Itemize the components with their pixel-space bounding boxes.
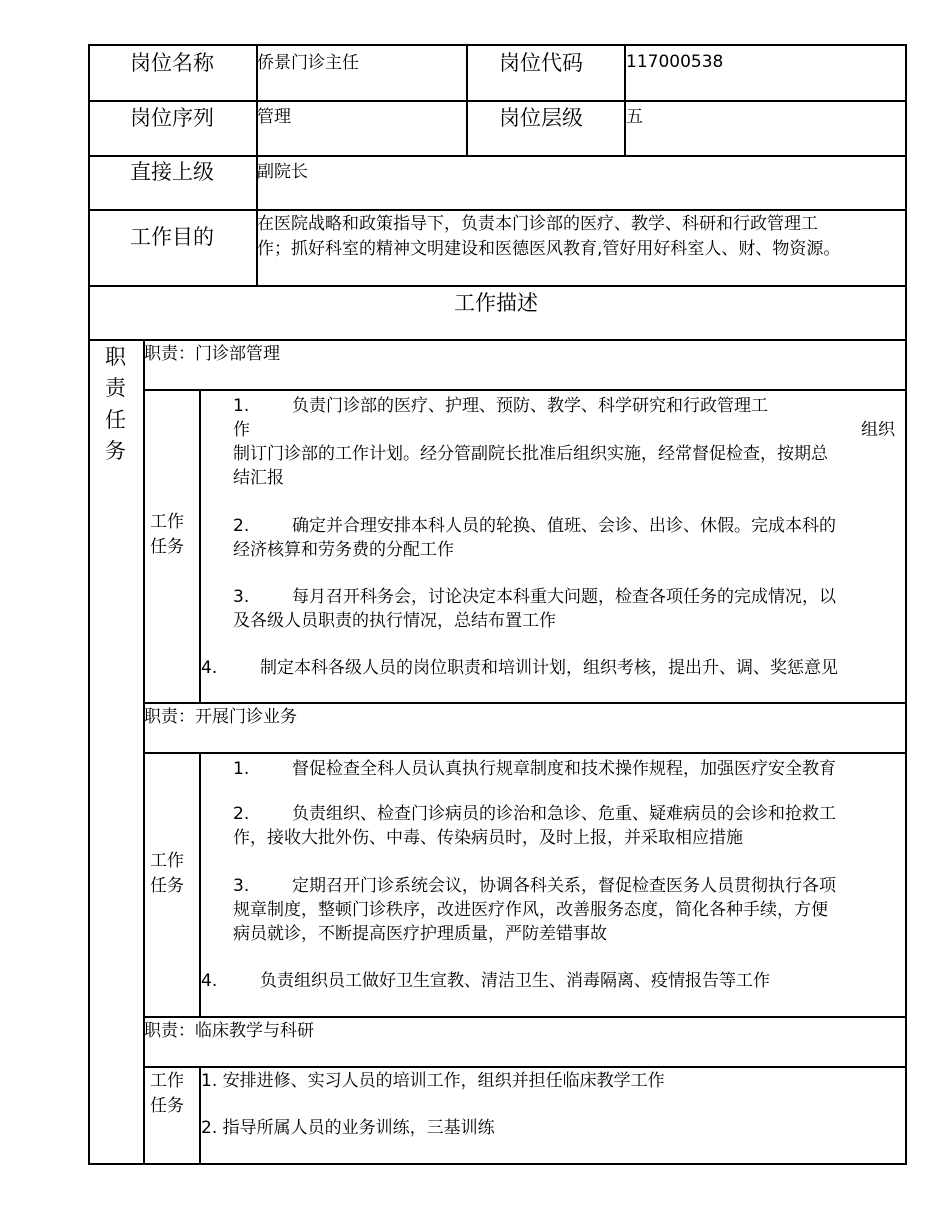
- duty-title: 职责：临床教学与科研: [144, 1021, 314, 1041]
- row-divider: [143, 1016, 907, 1018]
- position-name-label: 岗位名称: [130, 51, 214, 75]
- task-line: 作: [233, 420, 250, 440]
- task-label: 工作: [150, 512, 184, 532]
- task-item: [233, 802, 903, 850]
- task-number: 3.: [233, 876, 250, 896]
- task-line: 督促检查全科人员认真执行规章制度和技术操作规程，加强医疗安全教育: [292, 759, 836, 779]
- purpose-label: 工作目的: [130, 225, 214, 249]
- supervisor-value: 副院长: [257, 162, 308, 182]
- duty-column-char: 务: [105, 439, 126, 463]
- task-number: 4.: [201, 971, 218, 991]
- purpose-line-1: 在医院战略和政策指导下，负责本门诊部的医疗、教学、科研和行政管理工: [257, 214, 818, 234]
- row-divider: [88, 209, 907, 211]
- task-line: 制定本科各级人员的岗位职责和培训计划，组织考核，提出升、调、奖惩意见: [260, 658, 838, 678]
- task-label: 任务: [150, 1096, 184, 1116]
- task-item: [201, 969, 901, 993]
- task-line: 病员就诊，不断提高医疗护理质量，严防差错事故: [233, 924, 607, 944]
- row-divider: [143, 389, 907, 391]
- task-item: [233, 394, 895, 490]
- table-border-right: [905, 44, 907, 1165]
- position-code-value: 117000538: [626, 52, 724, 72]
- task-line: 规章制度，整顿门诊秩序，改进医疗作风，改善服务态度，简化各种手续，方便: [233, 900, 828, 920]
- row-divider: [143, 702, 907, 704]
- task-label: 工作: [150, 1071, 184, 1091]
- task-line: 组织: [861, 420, 895, 440]
- task-number: 1.: [233, 759, 250, 779]
- task-number: 2.: [233, 516, 250, 536]
- task-number: 2.: [233, 804, 250, 824]
- task-item: [233, 757, 903, 781]
- task-line: 结汇报: [233, 468, 284, 488]
- row-divider: [143, 1066, 907, 1068]
- task-line: 及各级人员职责的执行情况，总结布置工作: [233, 611, 556, 631]
- position-level-label: 岗位层级: [499, 106, 583, 130]
- position-sequence-label: 岗位序列: [130, 106, 214, 130]
- task-label: 任务: [150, 537, 184, 557]
- task-item: [201, 656, 901, 680]
- task-number: 3.: [233, 587, 250, 607]
- purpose-line-2: 作；抓好科室的精神文明建设和医德医风教育,管好用好科室人、财、物资源。: [257, 239, 841, 259]
- row-divider: [143, 752, 907, 754]
- task-item: [233, 585, 903, 633]
- task-line: 经济核算和劳务费的分配工作: [233, 540, 454, 560]
- task-line: 负责组织员工做好卫生宣教、清洁卫生、消毒隔离、疫情报告等工作: [260, 971, 770, 991]
- task-line: 确定并合理安排本科人员的轮换、值班、会诊、出诊、休假。完成本科的: [292, 516, 836, 536]
- position-sequence-value: 管理: [257, 107, 291, 127]
- table-border-bottom: [88, 1163, 907, 1165]
- duty-column-char: 任: [105, 408, 126, 432]
- table-border-left: [88, 44, 90, 1165]
- task-item: [233, 874, 903, 946]
- row-divider: [88, 339, 907, 341]
- task-line: 作，接收大批外伤、中毒、传染病员时，及时上报，并采取相应措施: [233, 828, 743, 848]
- col-divider: [466, 44, 468, 156]
- task-line: 每月召开科务会，讨论决定本科重大问题，检查各项任务的完成情况，以: [292, 587, 836, 607]
- task-number: 4.: [201, 658, 218, 678]
- task-item: 2. 指导所属人员的业务训练，三基训练: [201, 1118, 495, 1138]
- duty-column-char: 职: [105, 345, 126, 369]
- task-number: 1.: [233, 396, 250, 416]
- duty-column-char: 责: [105, 376, 126, 400]
- task-line: 定期召开门诊系统会议，协调各科关系，督促检查医务人员贯彻执行各项: [292, 876, 836, 896]
- task-line: 负责组织、检查门诊病员的诊治和急诊、危重、疑难病员的会诊和抢救工: [292, 804, 836, 824]
- duty-title: 职责：门诊部管理: [144, 344, 280, 364]
- section-title-work-description: 工作描述: [454, 291, 538, 315]
- table-border-top: [88, 44, 907, 46]
- task-label: 工作: [150, 851, 184, 871]
- task-item: [233, 514, 903, 562]
- task-line: 负责门诊部的医疗、护理、预防、教学、科学研究和行政管理工: [292, 396, 768, 416]
- row-divider: [88, 100, 907, 102]
- position-level-value: 五: [626, 107, 643, 127]
- supervisor-label: 直接上级: [130, 160, 214, 184]
- row-divider: [88, 155, 907, 157]
- task-item: 1. 安排进修、实习人员的培训工作，组织并担任临床教学工作: [201, 1071, 665, 1091]
- task-line: 制订门诊部的工作计划。经分管副院长批准后组织实施，经常督促检查，按期总: [233, 444, 828, 464]
- position-code-label: 岗位代码: [499, 51, 583, 75]
- duty-title: 职责：开展门诊业务: [144, 707, 297, 727]
- position-name-value: 侨景门诊主任: [257, 53, 359, 73]
- task-label: 任务: [150, 876, 184, 896]
- row-divider: [88, 285, 907, 287]
